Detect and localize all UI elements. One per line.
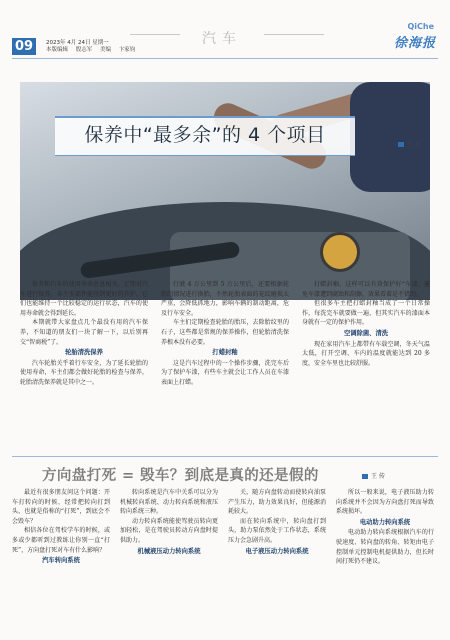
paragraph: 现在家用汽车上都带有车载空调，冬天气温太低，打开空调，车内的温度就能达到 20 多度，安全车里也比较舒服。 [302, 340, 430, 367]
author-marker-icon [362, 474, 368, 479]
brand-latin: QiChe [407, 22, 434, 31]
article-column-2 [161, 280, 289, 388]
editor-name: 殷志军 [75, 47, 93, 53]
article-column-1 [20, 280, 148, 388]
author-marker-icon [398, 142, 404, 147]
paragraph: 打蜡封釉，这样可以有效保护好“车漆，避免车漆遭到腐蚀和刮擦，效果看着是不错的。 [302, 281, 430, 298]
article2-column-4 [336, 488, 434, 567]
issue-meta [46, 40, 141, 54]
article-body [20, 152, 430, 452]
section-name: 汽车 [202, 31, 242, 47]
subheading: 轮胎清洗保养 [65, 349, 103, 357]
article-title-box [55, 116, 355, 156]
section-rule-right [264, 34, 324, 35]
page-number: 09 [12, 38, 36, 55]
article2-column-2 [120, 488, 218, 557]
brand-logo: 徐海报 [393, 36, 436, 51]
paragraph: 汽车轮胎关乎着行车安全，为了延长轮胎的使用寿命，车主们都会做好轮胎的检查与保养，轮胎清洗保养就是其中之一。 [20, 359, 148, 386]
subheading: 电动助力转向系统 [359, 518, 411, 526]
paragraph: 关，随方向盘转动而使转向油泵产生压力，助力效果良好，但能源消耗较大。 [228, 489, 326, 516]
paragraph: 这是汽车过程中的一个操作步骤，洗完车后为了保护车漆，有些车主就会让工作人员在车漆表面上打蜡。 [161, 359, 289, 386]
paragraph: 本期就带大家盘点几个最没有用的汽车保养，不知道的朋友们一块了解一下，以后别再交“智商税”了。 [20, 319, 148, 346]
paragraph: 动力转向系统能使驾驶员转向更加轻松，是在驾驶员转动方向盘时提供助力。 [120, 517, 218, 544]
article2-column-1 [12, 488, 110, 567]
paragraph: 相信各位在驾校学车的时候，或多或少都听到过教练让你别一直“打死”，方向盘打死对车有什么影响？ [12, 527, 110, 554]
article-divider [12, 456, 438, 457]
article2-column-3 [228, 488, 326, 557]
paragraph: 行驶 4 万公里到 5 万公里后，还要根据轮胎的情况进行换胎，不然轮胎表面的花纹磨损太严重，会降低抓地力，影响车辆的制动距离，危及行车安全。 [161, 281, 289, 317]
paragraph: 保养和汽车的使用寿命息息相关，定期对汽车进行保养，各个零部件能得到更好的养护，它们也能维持一个比较稳定的运行状态，汽车的使用寿命就会得到延长。 [20, 281, 148, 317]
paragraph: 转向系统是汽车中关系可以分为机械转向系统、动力转向系统和液压转向系统三种。 [120, 489, 218, 516]
article-column-3 [302, 280, 430, 368]
subheading: 空调除菌、清洗 [343, 329, 389, 337]
article-title: 保养中“最多余”的 4 个项目 [84, 124, 326, 146]
header-rule [12, 58, 438, 59]
issue-date-line [46, 40, 141, 47]
paragraph: 最近有很多朋友问这个问题：开车打转向的时候，经常把转向打到头，也就是俗称的“打死”，到底会不会毁车？ [12, 489, 110, 525]
article2-body [12, 488, 438, 638]
paragraph: 但很多车主把打蜡封釉当成了一个日常操作，每洗完车就要做一遍，但其实汽车的漆面本身就有一定的保护作用。 [302, 300, 430, 327]
subheading: 电子液压动力转向系统 [245, 547, 309, 555]
issue-date: 2023年 4月 24日 [46, 40, 91, 46]
designer-label: 美编 [100, 47, 112, 53]
section-rule-left [130, 34, 180, 35]
subheading: 机械液压动力转向系统 [137, 547, 201, 555]
paragraph: 所以一般来说，电子液压助力转向系统并不会因为方向盘打死而导致系统损坏。 [336, 489, 434, 516]
designer-name: 卞家钧 [118, 47, 136, 53]
subheading: 汽车转向系统 [42, 557, 80, 565]
article2-title: 方向盘打死 = 毁车？到底是真的还是假的 [42, 468, 319, 484]
paragraph: 车主们定期检查轮胎的胎压，去除胎纹里的石子，这些都是常规的保养操作，但轮胎清洗保养根本没有必要。 [161, 319, 289, 346]
staff-line [46, 47, 141, 54]
page-header [0, 0, 450, 60]
editor-label: 本版编辑 [46, 47, 69, 53]
article-author: 杰 迅 [398, 139, 421, 148]
issue-weekday: 星期一 [92, 40, 109, 46]
paragraph: 电动助力转向系统根据汽车的行驶速度、转向盘的转角、转矩由电子控制单元控制电机提供助力，但长时间打死仍不建议。 [336, 529, 434, 566]
subheading: 打蜡封釉 [212, 349, 238, 357]
paragraph: 而在转向系统中，转向盘打到头，助力泵依然处于工作状态，系统压力会急剧升高。 [228, 517, 326, 544]
article2-author: 王 传 [362, 471, 385, 480]
